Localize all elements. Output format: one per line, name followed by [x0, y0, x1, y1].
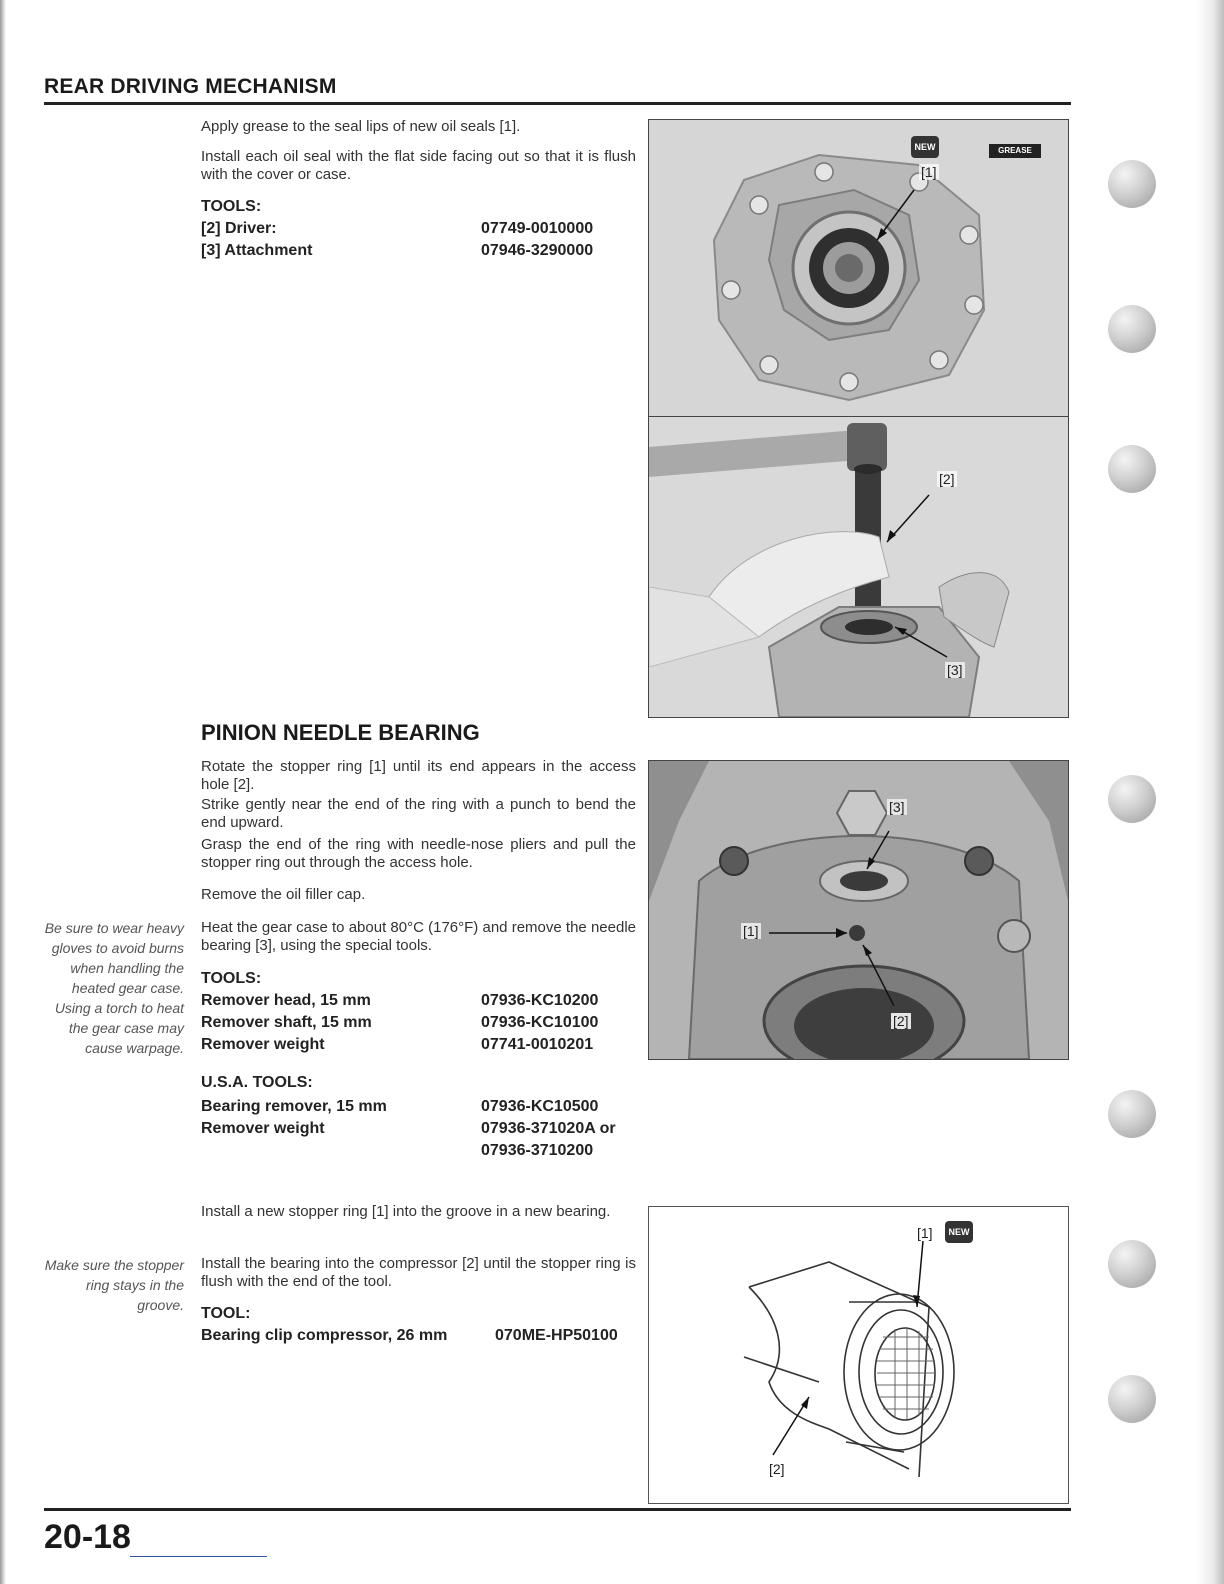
callout-attachment: [3] — [947, 662, 963, 678]
tool-name: Remover weight — [201, 1120, 325, 1137]
compressor-diagram — [648, 1206, 1069, 1504]
tool-number: 07936-3710200 — [481, 1142, 594, 1159]
tool-row — [201, 240, 621, 262]
strike-ring-instruction: Strike gently near the end of the ring with a punch to bend the end upward. — [201, 796, 636, 831]
thumb-tab-dot — [1108, 1240, 1156, 1288]
driver-install-photo — [648, 416, 1069, 718]
tool-number: 07741-0010201 — [481, 1036, 594, 1053]
header-rule — [44, 102, 1071, 105]
tool-row — [201, 1140, 631, 1162]
grease-instruction: Apply grease to the seal lips of new oil seals [1]. — [201, 118, 521, 135]
gloves-warning-note: Be sure to wear heavy gloves to avoid burns when handling the heated gear case. Using a torch to heat the gear case may cause warpage. — [44, 920, 184, 1056]
tool-number: 07946-3290000 — [481, 242, 594, 259]
stopper-ring-note: Make sure the stopper ring stays in the groove. — [44, 1257, 184, 1313]
thumb-tab-dot — [1108, 305, 1156, 353]
tool-number: 07936-KC10100 — [481, 1014, 599, 1031]
tool-name: [2] Driver: — [201, 220, 277, 237]
tool-name: Bearing clip compressor, 26 mm — [201, 1327, 448, 1344]
tool-name: Remover weight — [201, 1036, 325, 1053]
tool-row — [201, 1096, 631, 1118]
callout-driver: [2] — [939, 471, 955, 487]
callout-oil-seal: [1] — [921, 164, 937, 180]
usa-tools-heading: U.S.A. TOOLS: — [201, 1074, 313, 1091]
gear-case-photo — [648, 760, 1069, 1060]
pull-ring-instruction: Grasp the end of the ring with needle-nose pliers and pull the stopper ring out through the access hole. — [201, 836, 636, 871]
page-right-edge — [1196, 0, 1224, 1584]
remove-cap-instruction: Remove the oil filler cap. — [201, 886, 366, 903]
tool-row — [201, 1034, 631, 1056]
tool-heading: TOOL: — [201, 1305, 251, 1322]
heat-case-instruction: Heat the gear case to about 80°C (176°F) and remove the needle bearing [3], using the special tools. — [201, 919, 636, 954]
tool-number: 07936-KC10200 — [481, 992, 599, 1009]
callout-stopper-ring: [1] — [743, 923, 759, 939]
tool-number: 07936-KC10500 — [481, 1098, 599, 1115]
gear-case-drawing — [649, 761, 1068, 1059]
tool-name: Remover head, 15 mm — [201, 992, 371, 1009]
grease-icon: GREASE — [989, 144, 1041, 158]
callout-stopper-ring: [1] — [917, 1225, 933, 1241]
callout-bearing: [3] — [889, 799, 905, 815]
oil-seal-photo-drawing — [649, 120, 1068, 417]
tool-name: [3] Attachment — [201, 242, 313, 259]
tool-row — [201, 1118, 631, 1140]
install-stopper-instruction: Install a new stopper ring [1] into the groove in a new bearing. — [201, 1203, 611, 1220]
page-number: 20-18 — [44, 1518, 131, 1556]
tool-name: Remover shaft, 15 mm — [201, 1014, 372, 1031]
thumb-tab-dot — [1108, 445, 1156, 493]
tool-row — [201, 1012, 631, 1034]
tool-number: 070ME-HP50100 — [495, 1327, 618, 1344]
install-bearing-instruction: Install the bearing into the compressor [2] until the stopper ring is flush with the end of the tool. — [201, 1255, 636, 1290]
compressor-drawing — [649, 1207, 1068, 1503]
thumb-tab-dot — [1108, 1375, 1156, 1423]
tool-row — [201, 990, 631, 1012]
section-header-title: REAR DRIVING MECHANISM — [44, 75, 337, 98]
thumb-tab-dot — [1108, 775, 1156, 823]
driver-install-drawing — [649, 417, 1068, 717]
tool-row — [201, 1325, 636, 1347]
tool-name: Bearing remover, 15 mm — [201, 1098, 387, 1115]
tool-number: 07749-0010000 — [481, 220, 594, 237]
callout-access-hole: [2] — [893, 1013, 909, 1029]
new-part-icon: NEW — [911, 136, 939, 158]
rotate-ring-instruction: Rotate the stopper ring [1] until its end appears in the access hole [2]. — [201, 758, 636, 793]
callout-compressor: [2] — [769, 1461, 785, 1477]
footer-rule — [44, 1508, 1071, 1511]
install-seal-instruction: Install each oil seal with the flat side facing out so that it is flush with the cover or case. — [201, 148, 636, 183]
tools-heading: TOOLS: — [201, 970, 262, 987]
tool-row — [201, 218, 621, 240]
pinion-needle-bearing-title: PINION NEEDLE BEARING — [201, 720, 480, 745]
tool-number: 07936-371020A or — [481, 1120, 616, 1137]
oil-seal-photo — [648, 119, 1069, 418]
new-part-icon: NEW — [945, 1221, 973, 1243]
thumb-tab-dot — [1108, 160, 1156, 208]
tools-heading: TOOLS: — [201, 198, 262, 215]
page-left-shadow — [0, 0, 6, 1584]
thumb-tab-dot — [1108, 1090, 1156, 1138]
footer-link-underline[interactable] — [130, 1556, 267, 1557]
